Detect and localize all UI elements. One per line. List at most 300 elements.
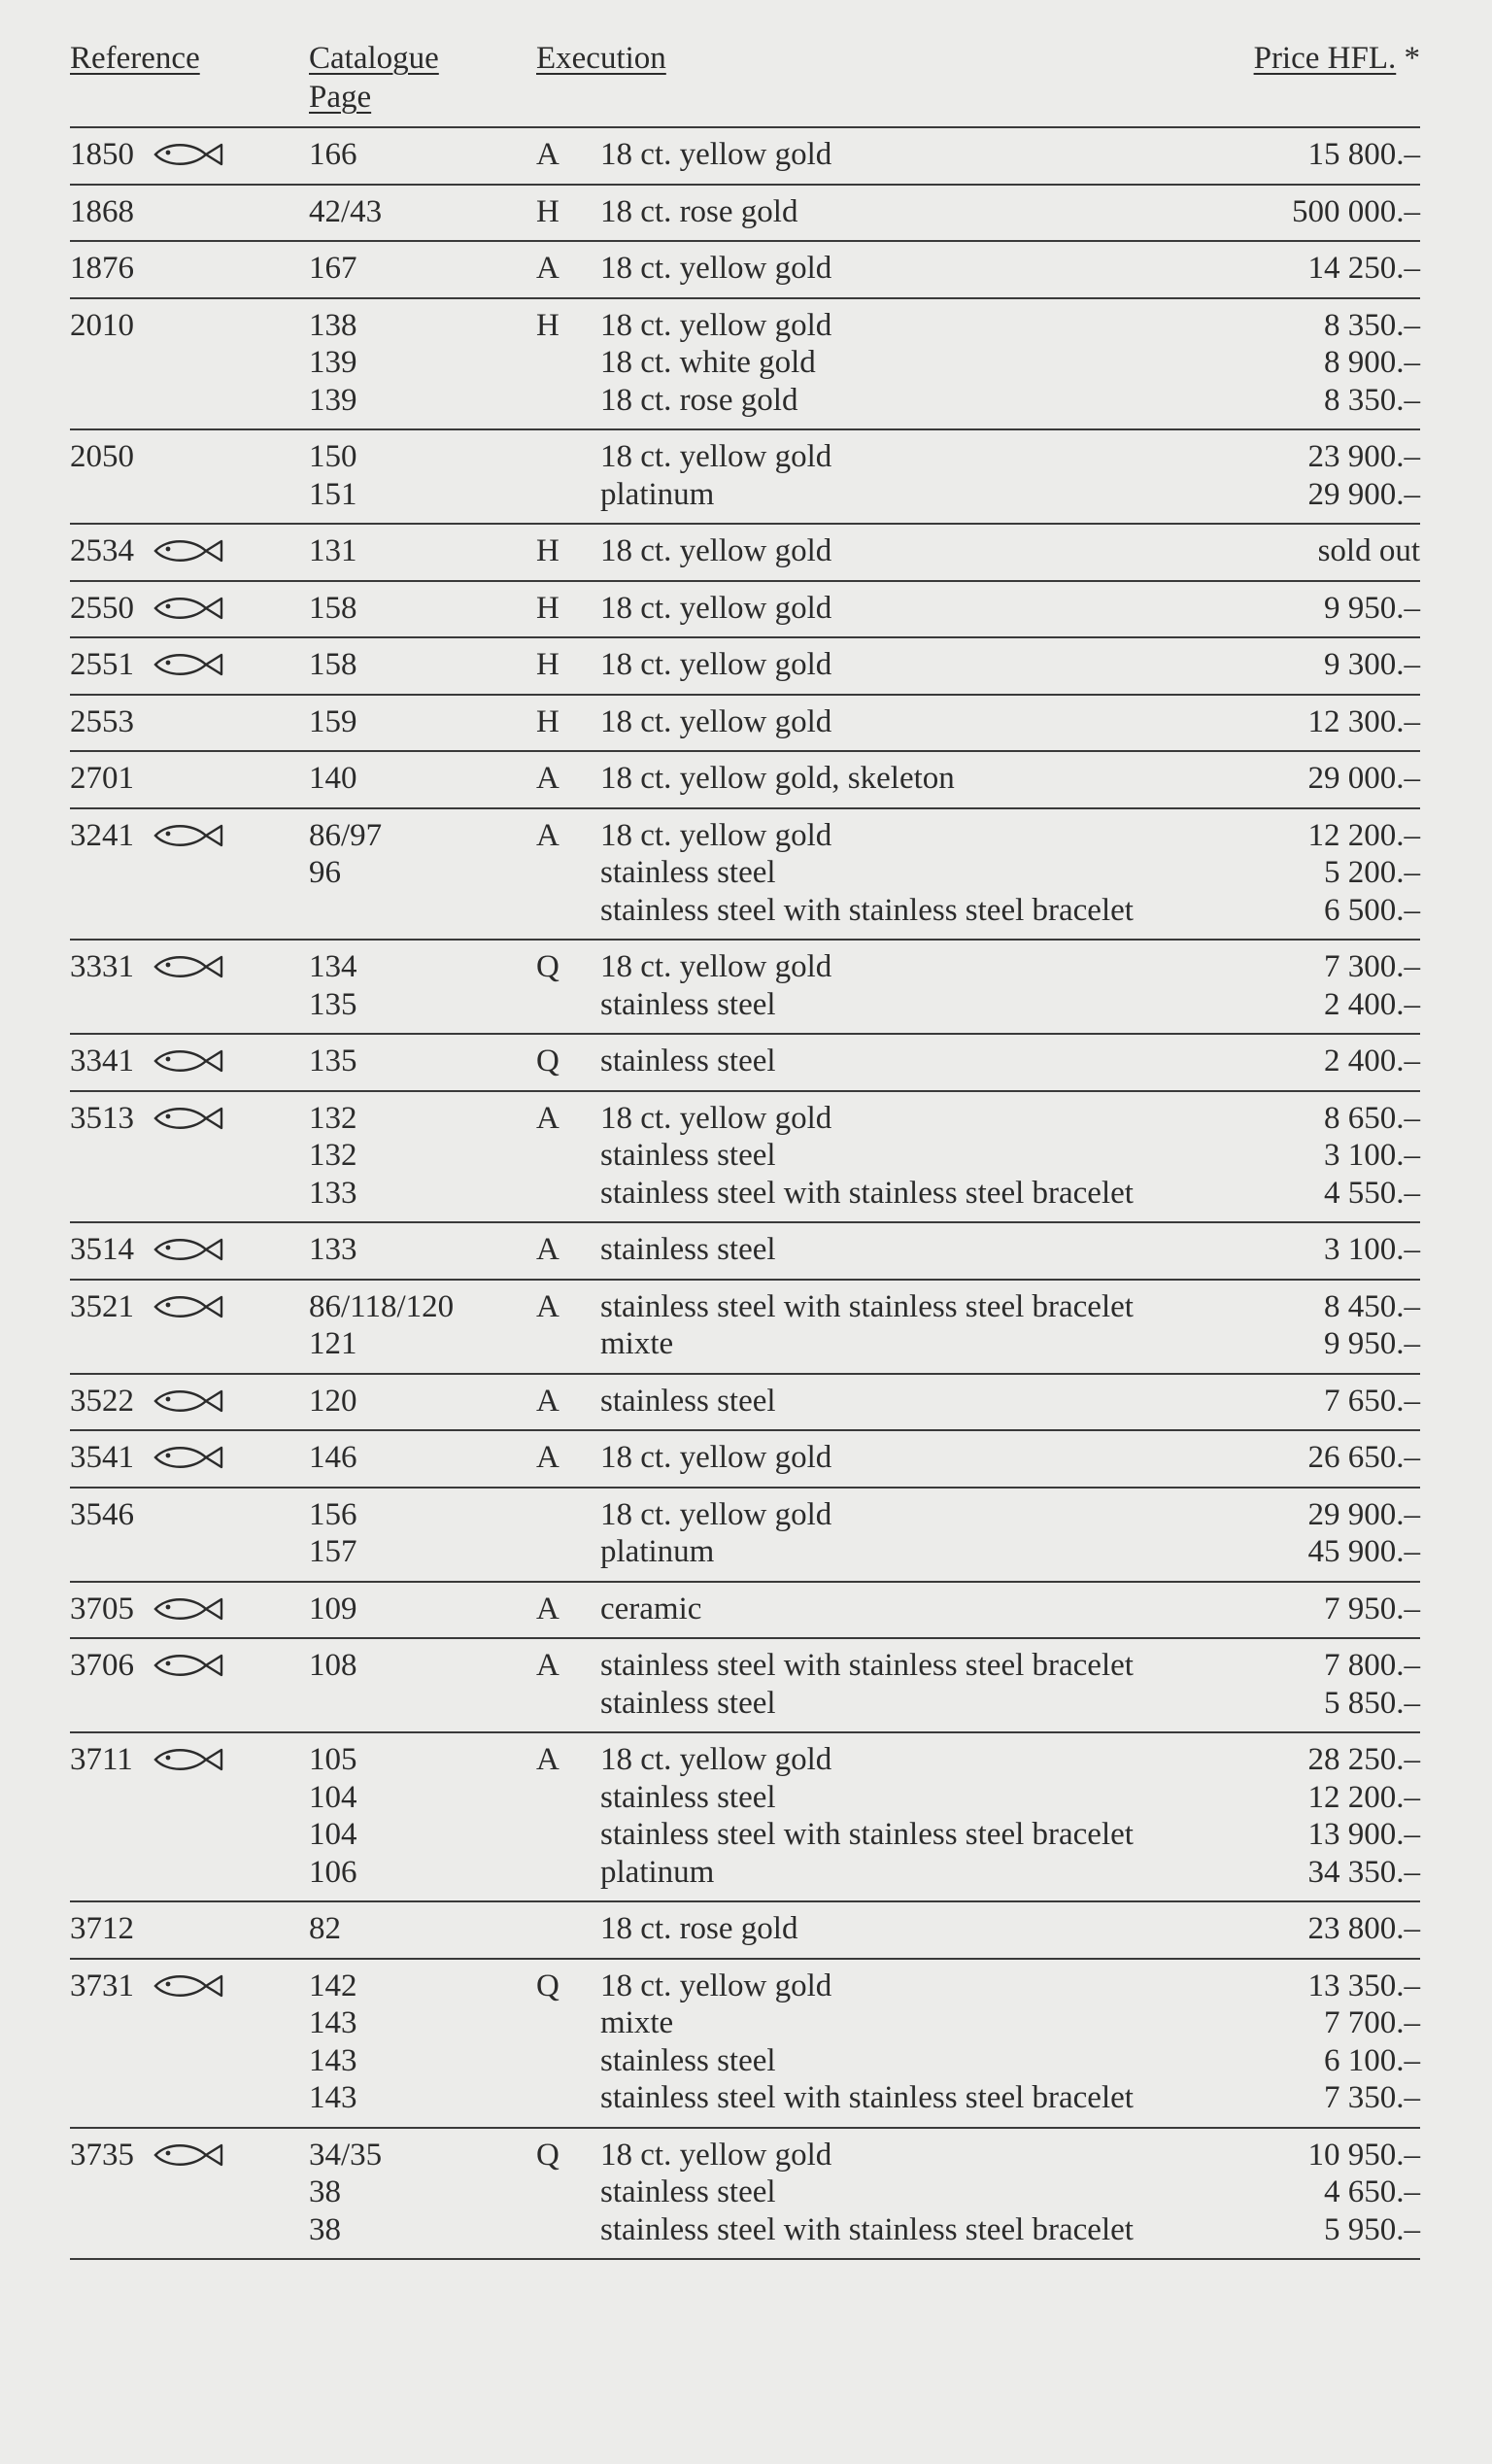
table-row: [70, 1375, 1420, 1432]
reference-number: 3735: [70, 2137, 134, 2173]
price-value: 4 550.–: [1324, 1175, 1420, 1211]
price-value: 8 650.–: [1324, 1100, 1420, 1136]
execution-material: 18 ct. yellow gold: [600, 1440, 832, 1475]
reference-cell: [70, 1439, 309, 1477]
reference-cell: [70, 438, 309, 513]
price-cell: [1148, 1647, 1420, 1722]
reference-number: 2010: [70, 307, 134, 343]
fish-icon: [152, 1288, 225, 1325]
price-value: 12 200.–: [1307, 1779, 1420, 1815]
catalogue-page: 143: [309, 2042, 357, 2078]
execution-cell: [600, 1439, 1148, 1477]
execution-cell: [600, 1100, 1148, 1213]
price-value: 6 500.–: [1324, 892, 1420, 928]
price-cell: [1148, 817, 1420, 930]
price-value: 15 800.–: [1307, 137, 1420, 172]
catalogue-page: 142: [309, 1968, 357, 2003]
fish-icon: [152, 948, 225, 985]
price-value: 23 900.–: [1307, 439, 1420, 474]
execution-material: stainless steel with stainless steel bracelet: [600, 1288, 1134, 1324]
execution-code: H: [536, 590, 560, 626]
reference-cell: [70, 1741, 309, 1891]
reference-cell: [70, 1383, 309, 1420]
execution-cell: [600, 307, 1148, 420]
execution-material: stainless steel: [600, 855, 776, 890]
price-value: 2 400.–: [1324, 986, 1420, 1022]
price-cell: [1148, 250, 1420, 288]
price-value: 12 300.–: [1307, 703, 1420, 739]
price-value: 4 650.–: [1324, 2174, 1420, 2209]
execution-code: A: [536, 1591, 560, 1626]
execution-material: stainless steel: [600, 2174, 776, 2209]
catalogue-page: 151: [309, 476, 357, 512]
price-cell: [1148, 136, 1420, 174]
reference-number: 1868: [70, 193, 134, 229]
price-value: 23 800.–: [1307, 1911, 1420, 1946]
reference-number: 3706: [70, 1648, 134, 1683]
fish-icon: [152, 817, 225, 854]
price-table-body: [70, 126, 1420, 2260]
table-row: [70, 1960, 1420, 2129]
execution-material: 18 ct. yellow gold: [600, 2137, 832, 2173]
table-row: [70, 525, 1420, 582]
execution-code: A: [536, 1742, 560, 1777]
execution-material: stainless steel: [600, 1232, 776, 1267]
catalogue-page: 135: [309, 1044, 357, 1078]
execution-material: 18 ct. yellow gold: [600, 137, 832, 172]
reference-cell: [70, 646, 309, 684]
catalogue-page: 157: [309, 1534, 357, 1569]
table-row: [70, 1281, 1420, 1375]
price-cell: [1148, 703, 1420, 741]
price-cell: [1148, 1043, 1420, 1080]
table-row: [70, 1431, 1420, 1489]
execution-code: [536, 438, 600, 513]
price-value: 9 950.–: [1324, 1326, 1420, 1361]
execution-material: 18 ct. yellow gold: [600, 307, 832, 343]
reference-number: 2550: [70, 590, 134, 626]
table-row: [70, 638, 1420, 696]
execution-code: H: [536, 703, 560, 739]
price-cell: [1148, 193, 1420, 231]
execution-material: stainless steel: [600, 1044, 776, 1078]
reference-number: 3541: [70, 1440, 134, 1475]
catalogue-page: 139: [309, 345, 357, 380]
price-value: 26 650.–: [1307, 1440, 1420, 1475]
catalogue-page: 150: [309, 439, 357, 474]
catalogue-page: 42/43: [309, 193, 383, 229]
price-value: 14 250.–: [1307, 251, 1420, 286]
execution-cell: [600, 1968, 1148, 2117]
reference-number: 3522: [70, 1383, 134, 1419]
execution-cell: [600, 136, 1148, 174]
catalogue-page: 131: [309, 533, 357, 568]
reference-number: 2701: [70, 761, 134, 796]
execution-code: H: [536, 533, 560, 568]
execution-code: A: [536, 1383, 560, 1419]
execution-material: 18 ct. yellow gold: [600, 1496, 832, 1532]
catalogue-page: 158: [309, 590, 357, 626]
catalogue-page: 143: [309, 2080, 357, 2115]
fish-icon: [152, 1043, 225, 1079]
catalogue-page-cell: [309, 1288, 536, 1363]
catalogue-page: 86/97: [309, 817, 383, 853]
execution-code: A: [536, 251, 560, 286]
price-cell: [1148, 1439, 1420, 1477]
header-reference: Reference: [70, 41, 200, 76]
reference-cell: [70, 1647, 309, 1722]
catalogue-page-cell: [309, 703, 536, 741]
catalogue-page: 109: [309, 1591, 357, 1626]
catalogue-page: 135: [309, 986, 357, 1022]
table-row: [70, 1223, 1420, 1281]
table-row: [70, 2129, 1420, 2261]
reference-number: 2553: [70, 703, 134, 739]
catalogue-page-cell: [309, 1647, 536, 1722]
reference-cell: [70, 590, 309, 628]
execution-material: 18 ct. yellow gold, skeleton: [600, 761, 955, 796]
catalogue-page: 104: [309, 1817, 357, 1852]
price-cell: [1148, 2137, 1420, 2249]
execution-material: platinum: [600, 1534, 715, 1569]
catalogue-page: 38: [309, 2211, 341, 2247]
table-row: [70, 186, 1420, 243]
table-row: [70, 809, 1420, 941]
reference-number: 3711: [70, 1742, 133, 1777]
reference-cell: [70, 1496, 309, 1571]
price-cell: [1148, 307, 1420, 420]
reference-cell: [70, 1968, 309, 2117]
fish-icon: [152, 1231, 225, 1268]
execution-code: Q: [536, 1044, 560, 1078]
price-cell: [1148, 948, 1420, 1023]
execution-code: A: [536, 1648, 560, 1683]
price-value: 7 800.–: [1324, 1648, 1420, 1683]
catalogue-page: 104: [309, 1779, 357, 1815]
reference-cell: [70, 250, 309, 288]
execution-material: 18 ct. yellow gold: [600, 1100, 832, 1136]
execution-code: A: [536, 761, 560, 796]
catalogue-page: 159: [309, 703, 357, 739]
catalogue-page-cell: [309, 1591, 536, 1628]
price-cell: [1148, 1496, 1420, 1571]
reference-cell: [70, 1100, 309, 1213]
catalogue-page-cell: [309, 307, 536, 420]
price-value: 7 700.–: [1324, 2005, 1420, 2040]
reference-cell: [70, 760, 309, 798]
fish-icon: [152, 1591, 225, 1627]
catalogue-page: 156: [309, 1496, 357, 1532]
price-value: 34 350.–: [1307, 1854, 1420, 1890]
fish-icon: [152, 646, 225, 683]
fish-icon: [152, 1100, 225, 1137]
price-cell: [1148, 646, 1420, 684]
reference-cell: [70, 1591, 309, 1628]
fish-icon: [152, 1439, 225, 1476]
price-cell: [1148, 532, 1420, 570]
table-row: [70, 242, 1420, 299]
catalogue-page-cell: [309, 1741, 536, 1891]
catalogue-page: 34/35: [309, 2137, 383, 2173]
execution-cell: [600, 1383, 1148, 1420]
catalogue-page-cell: [309, 646, 536, 684]
execution-code: A: [536, 1440, 560, 1475]
execution-cell: [600, 703, 1148, 741]
price-value: 6 100.–: [1324, 2042, 1420, 2078]
reference-cell: [70, 193, 309, 231]
reference-number: 2050: [70, 439, 134, 474]
execution-cell: [600, 1910, 1148, 1948]
price-value: 13 350.–: [1307, 1968, 1420, 2003]
table-row: [70, 752, 1420, 809]
catalogue-page: 146: [309, 1440, 357, 1475]
price-value: 7 950.–: [1324, 1591, 1420, 1626]
price-value: 500 000.–: [1292, 193, 1420, 229]
execution-cell: [600, 760, 1148, 798]
execution-material: 18 ct. yellow gold: [600, 590, 832, 626]
price-cell: [1148, 1231, 1420, 1269]
execution-material: stainless steel: [600, 986, 776, 1022]
execution-material: 18 ct. yellow gold: [600, 817, 832, 853]
price-cell: [1148, 1288, 1420, 1363]
table-row: [70, 1035, 1420, 1092]
price-cell: [1148, 760, 1420, 798]
execution-code: [536, 1496, 600, 1571]
execution-material: platinum: [600, 476, 715, 512]
execution-material: stainless steel with stainless steel bracelet: [600, 2211, 1134, 2247]
execution-material: stainless steel: [600, 1138, 776, 1173]
reference-number: 3705: [70, 1591, 134, 1626]
price-value: 9 950.–: [1324, 590, 1420, 626]
execution-code: A: [536, 817, 560, 853]
reference-number: 3712: [70, 1911, 134, 1946]
execution-cell: [600, 646, 1148, 684]
reference-number: 3331: [70, 949, 134, 984]
fish-icon: [152, 1383, 225, 1420]
price-cell: [1148, 1741, 1420, 1891]
table-row: [70, 582, 1420, 639]
catalogue-page: 133: [309, 1232, 357, 1267]
fish-icon: [152, 1968, 225, 2004]
execution-cell: [600, 1741, 1148, 1891]
catalogue-page-cell: [309, 1968, 536, 2117]
catalogue-page-cell: [309, 1043, 536, 1080]
reference-cell: [70, 1910, 309, 1948]
reference-number: 3341: [70, 1044, 134, 1078]
reference-cell: [70, 1043, 309, 1080]
price-value: 29 900.–: [1307, 1496, 1420, 1532]
table-header: [70, 39, 1420, 126]
table-row: [70, 1902, 1420, 1960]
execution-cell: [600, 250, 1148, 288]
execution-material: stainless steel: [600, 1685, 776, 1721]
execution-material: stainless steel with stainless steel bracelet: [600, 892, 1134, 928]
fish-icon: [152, 1741, 225, 1778]
fish-icon: [152, 532, 225, 569]
catalogue-page: 140: [309, 761, 357, 796]
table-row: [70, 941, 1420, 1035]
price-value: 45 900.–: [1307, 1534, 1420, 1569]
execution-material: 18 ct. yellow gold: [600, 949, 832, 984]
header-price: [1254, 39, 1420, 78]
catalogue-page-cell: [309, 136, 536, 174]
execution-cell: [600, 1647, 1148, 1722]
price-value: 8 900.–: [1324, 345, 1420, 380]
price-value: 10 950.–: [1307, 2137, 1420, 2173]
execution-code: Q: [536, 949, 560, 984]
catalogue-page-cell: [309, 193, 536, 231]
execution-code: H: [536, 307, 560, 343]
catalogue-page-cell: [309, 590, 536, 628]
price-value: 29 900.–: [1307, 476, 1420, 512]
execution-cell: [600, 1043, 1148, 1080]
reference-number: 3731: [70, 1968, 134, 2003]
execution-material: 18 ct. yellow gold: [600, 439, 832, 474]
price-cell: [1148, 438, 1420, 513]
reference-number: 1850: [70, 137, 134, 172]
price-value: 12 200.–: [1307, 817, 1420, 853]
execution-cell: [600, 1231, 1148, 1269]
reference-cell: [70, 1231, 309, 1269]
table-row: [70, 1583, 1420, 1640]
catalogue-page: 82: [309, 1911, 341, 1946]
reference-number: 3521: [70, 1288, 134, 1324]
catalogue-page: 166: [309, 137, 357, 172]
catalogue-page: 133: [309, 1175, 357, 1211]
header-price-label: Price HFL.: [1253, 41, 1397, 76]
catalogue-page: 105: [309, 1742, 357, 1777]
execution-material: ceramic: [600, 1591, 702, 1626]
execution-code: [536, 1910, 600, 1948]
price-value: 7 300.–: [1324, 949, 1420, 984]
execution-material: 18 ct. yellow gold: [600, 1742, 832, 1777]
reference-number: 1876: [70, 251, 134, 286]
reference-cell: [70, 948, 309, 1023]
execution-material: 18 ct. yellow gold: [600, 647, 832, 682]
price-cell: [1148, 1910, 1420, 1948]
execution-material: 18 ct. white gold: [600, 345, 816, 380]
catalogue-page-cell: [309, 1383, 536, 1420]
price-list-page: [70, 39, 1420, 2260]
price-value: 7 350.–: [1324, 2080, 1420, 2115]
price-cell: [1148, 1591, 1420, 1628]
execution-cell: [600, 817, 1148, 930]
execution-material: stainless steel with stainless steel bracelet: [600, 1817, 1134, 1852]
reference-number: 3514: [70, 1232, 134, 1267]
catalogue-page-cell: [309, 532, 536, 570]
reference-number: 3513: [70, 1100, 134, 1136]
reference-cell: [70, 703, 309, 741]
catalogue-page-cell: [309, 948, 536, 1023]
price-cell: [1148, 590, 1420, 628]
table-row: [70, 1639, 1420, 1733]
execution-code: A: [536, 137, 560, 172]
price-value: 3 100.–: [1324, 1138, 1420, 1173]
execution-material: 18 ct. rose gold: [600, 1911, 798, 1946]
reference-number: 2551: [70, 647, 134, 682]
catalogue-page: 132: [309, 1100, 357, 1136]
table-row: [70, 128, 1420, 186]
price-value: 8 450.–: [1324, 1288, 1420, 1324]
catalogue-page: 96: [309, 855, 341, 890]
catalogue-page: 120: [309, 1383, 357, 1419]
execution-material: 18 ct. yellow gold: [600, 251, 832, 286]
execution-cell: [600, 2137, 1148, 2249]
price-value: 28 250.–: [1307, 1742, 1420, 1777]
execution-code: Q: [536, 1968, 560, 2003]
execution-material: stainless steel: [600, 1779, 776, 1815]
execution-material: 18 ct. rose gold: [600, 193, 798, 229]
table-row: [70, 696, 1420, 753]
reference-cell: [70, 2137, 309, 2249]
price-value: 2 400.–: [1324, 1044, 1420, 1078]
fish-icon: [152, 2137, 225, 2173]
reference-number: 3241: [70, 817, 134, 853]
catalogue-page-cell: [309, 817, 536, 930]
price-cell: [1148, 1383, 1420, 1420]
execution-cell: [600, 438, 1148, 513]
execution-cell: [600, 193, 1148, 231]
catalogue-page-cell: [309, 1496, 536, 1571]
fish-icon: [152, 1647, 225, 1684]
execution-material: 18 ct. rose gold: [600, 382, 798, 418]
table-row: [70, 1489, 1420, 1583]
price-value: sold out: [1317, 533, 1420, 568]
header-catalogue-line2: Page: [309, 80, 372, 115]
price-value: 13 900.–: [1307, 1817, 1420, 1852]
execution-material: mixte: [600, 2005, 674, 2040]
catalogue-page: 158: [309, 647, 357, 682]
catalogue-page: 132: [309, 1138, 357, 1173]
execution-code: H: [536, 647, 560, 682]
execution-material: stainless steel with stainless steel bracelet: [600, 1175, 1134, 1211]
price-value: 29 000.–: [1307, 761, 1420, 796]
header-catalogue-line1: Catalogue: [309, 41, 439, 76]
price-value: 7 650.–: [1324, 1383, 1420, 1419]
catalogue-page: 121: [309, 1326, 357, 1361]
price-value: 3 100.–: [1324, 1232, 1420, 1267]
execution-cell: [600, 1288, 1148, 1363]
catalogue-page-cell: [309, 2137, 536, 2249]
header-catalogue-page: [309, 39, 439, 117]
header-price-mark: *: [1396, 41, 1420, 76]
execution-material: stainless steel: [600, 1383, 776, 1419]
catalogue-page-cell: [309, 438, 536, 513]
execution-material: platinum: [600, 1854, 715, 1890]
fish-icon: [152, 590, 225, 627]
catalogue-page: 143: [309, 2005, 357, 2040]
price-cell: [1148, 1100, 1420, 1213]
reference-number: 3546: [70, 1496, 134, 1532]
header-execution: Execution: [536, 41, 666, 76]
catalogue-page-cell: [309, 1100, 536, 1213]
reference-cell: [70, 532, 309, 570]
reference-cell: [70, 307, 309, 420]
execution-material: mixte: [600, 1326, 674, 1361]
price-value: 5 850.–: [1324, 1685, 1420, 1721]
execution-cell: [600, 590, 1148, 628]
execution-code: A: [536, 1232, 560, 1267]
reference-number: 2534: [70, 533, 134, 568]
execution-material: stainless steel with stainless steel bracelet: [600, 2080, 1134, 2115]
execution-material: 18 ct. yellow gold: [600, 703, 832, 739]
execution-material: 18 ct. yellow gold: [600, 533, 832, 568]
execution-code: Q: [536, 2137, 560, 2173]
execution-material: stainless steel: [600, 2042, 776, 2078]
price-value: 8 350.–: [1324, 307, 1420, 343]
execution-code: H: [536, 193, 560, 229]
table-row: [70, 1092, 1420, 1224]
